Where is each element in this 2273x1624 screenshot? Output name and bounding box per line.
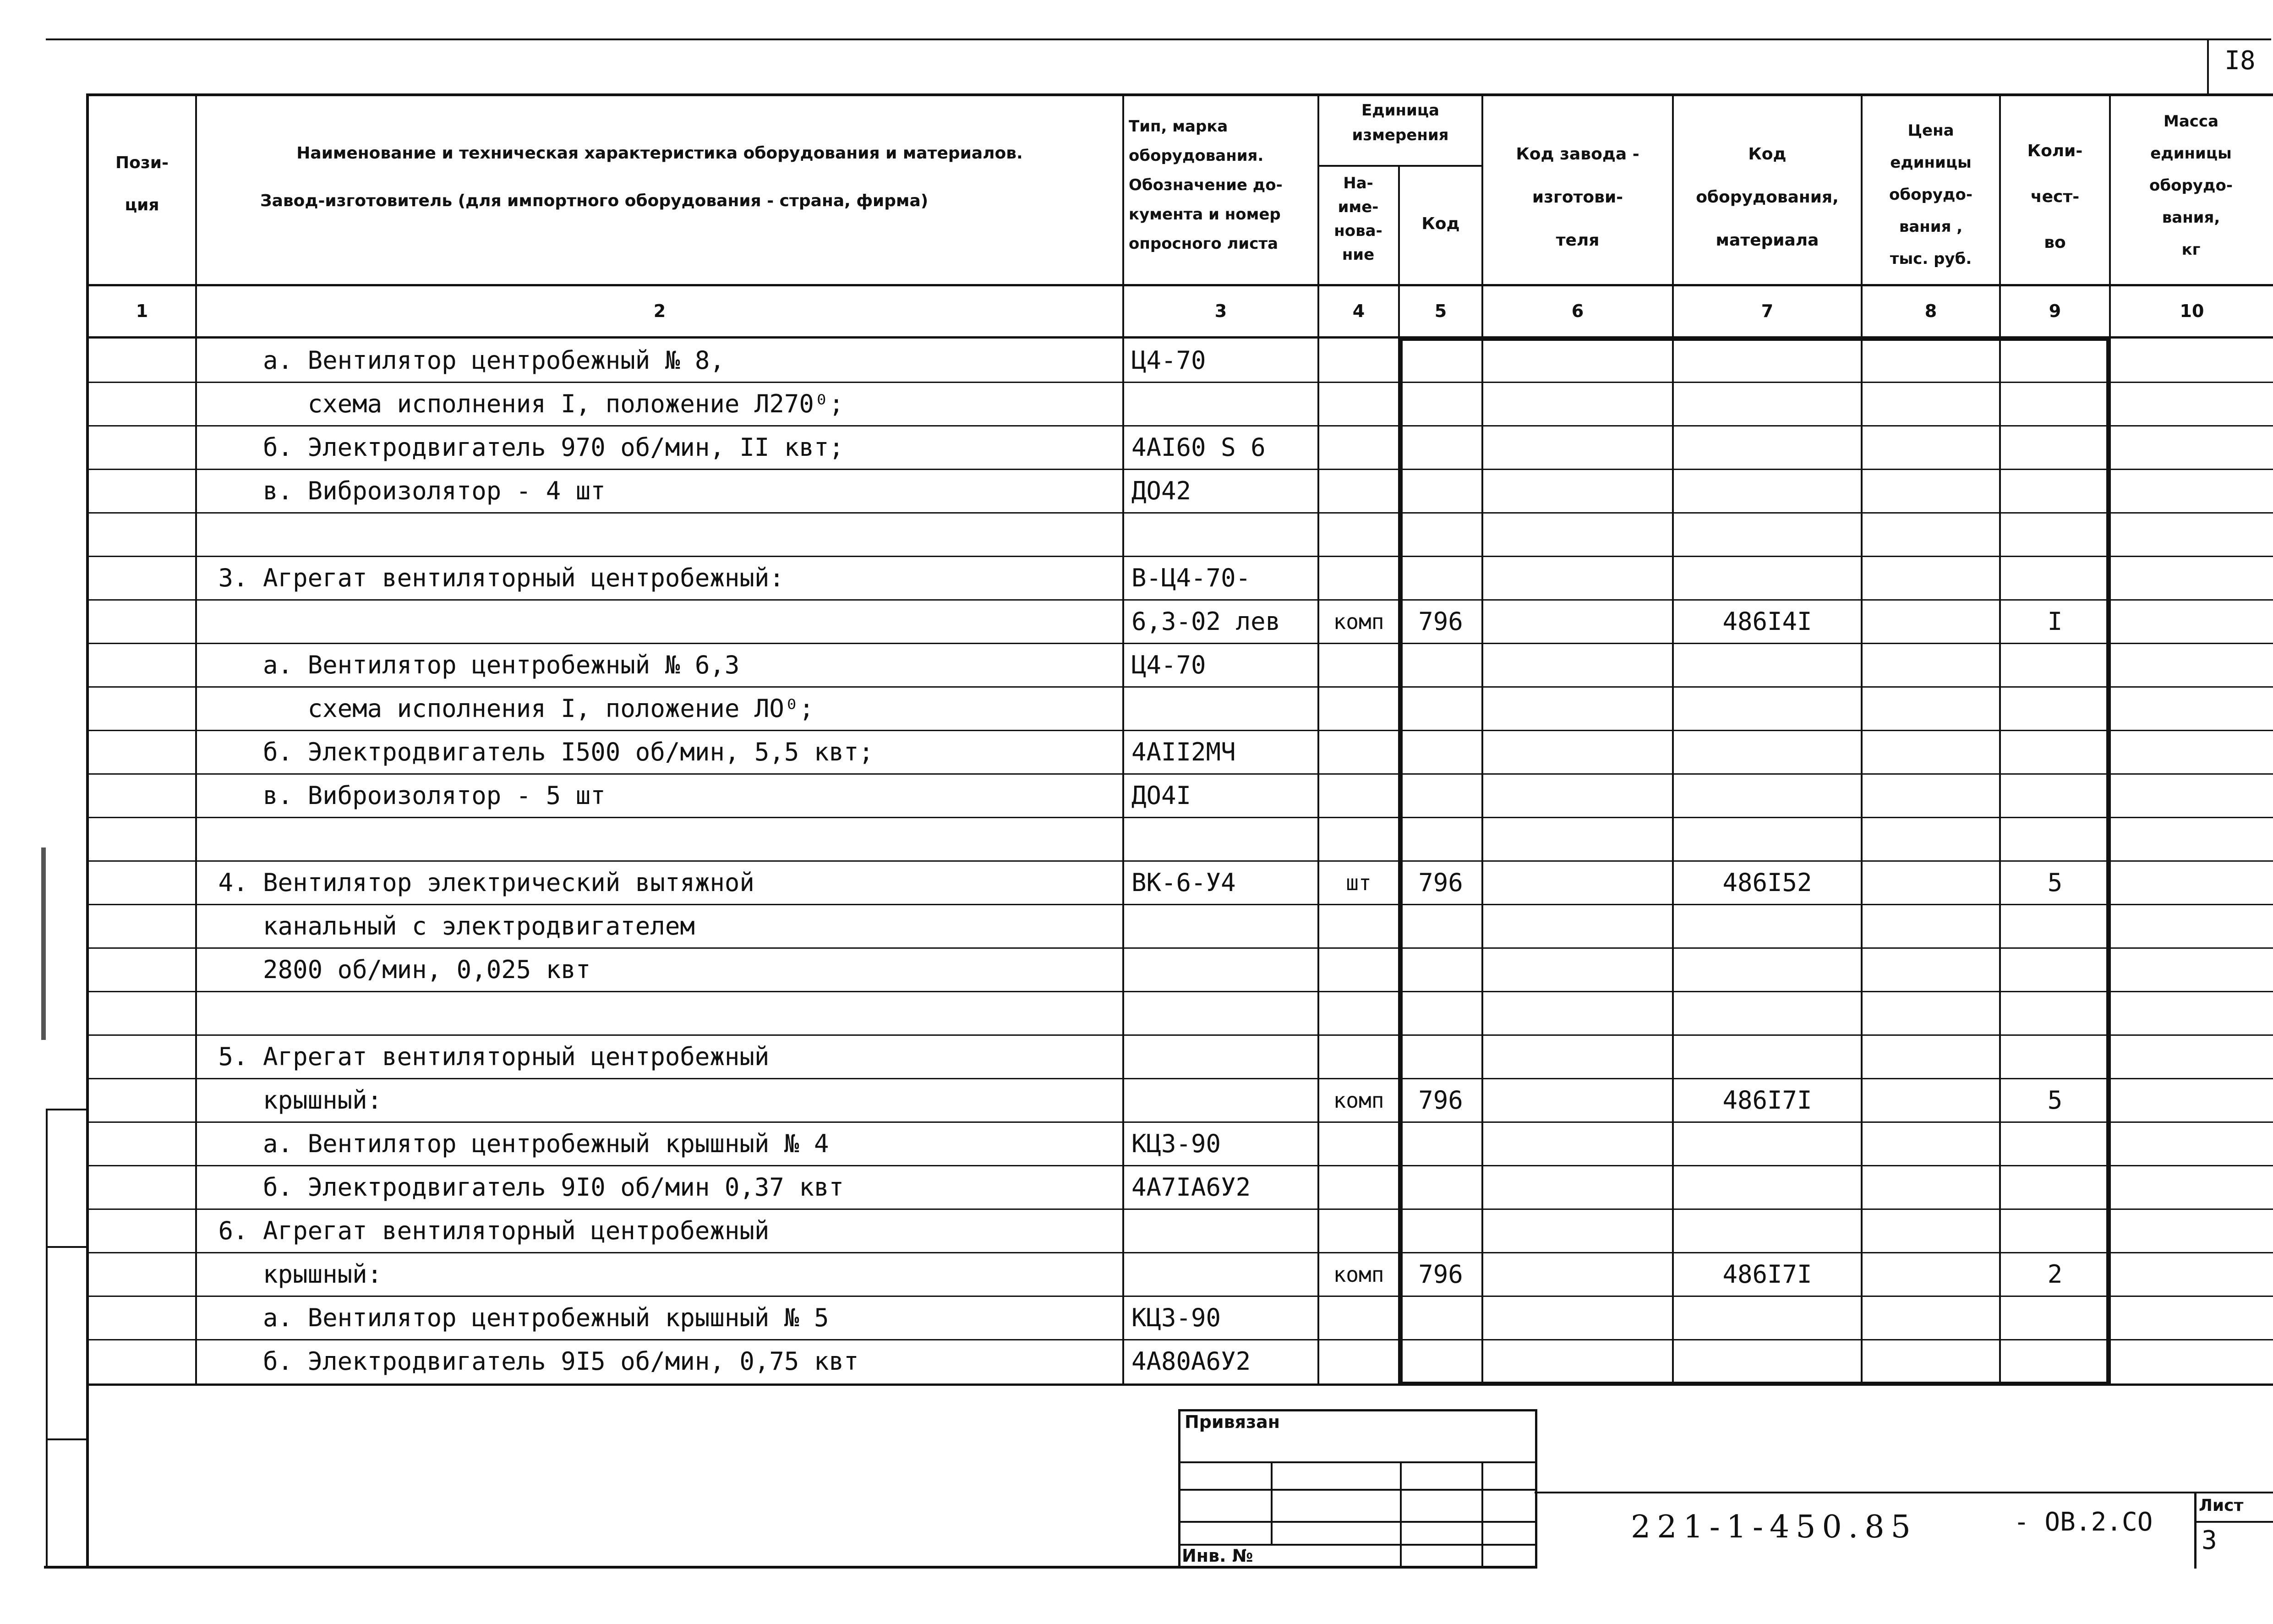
colnum-9: 9 bbox=[2049, 301, 2061, 321]
colnum-7: 7 bbox=[1761, 301, 1774, 321]
margin-box-top bbox=[46, 1109, 87, 1110]
row-type: ДО42 bbox=[1131, 476, 1191, 505]
row-unit-name: комп bbox=[1333, 609, 1384, 634]
row-name: 6. Агрегат вентиляторный центробежный bbox=[203, 1216, 770, 1245]
header-name-line2: Завод-изготовитель (для импортного оборудования - страна, фирма) bbox=[260, 191, 929, 210]
row-unit-code: 796 bbox=[1418, 868, 1463, 897]
row-name: схема исполнения I, положение ЛО⁰; bbox=[203, 694, 814, 723]
row-name: 3. Агрегат вентиляторный центробежный: bbox=[203, 563, 784, 592]
margin-mark bbox=[41, 848, 46, 1040]
table-top bbox=[86, 93, 2273, 96]
row-type: 4А80А6У2 bbox=[1131, 1347, 1251, 1376]
row-name: б. Электродвигатель I500 об/мин, 5,5 квт; bbox=[203, 738, 874, 766]
header-quantity: Коли- чест- во bbox=[2027, 142, 2083, 252]
sheet-label: Лист bbox=[2199, 1496, 2244, 1515]
row-name: а. Вентилятор центробежный крышный № 5 bbox=[203, 1303, 829, 1332]
row-type: ВК-6-У4 bbox=[1131, 868, 1236, 897]
stamp-h1 bbox=[1178, 1461, 1537, 1463]
header-unit-name: На- име- нова- ние bbox=[1334, 174, 1382, 264]
row-name: схема исполнения I, положение Л270⁰; bbox=[203, 389, 844, 418]
header-position: Пози- ция bbox=[115, 153, 169, 214]
corner-box-left bbox=[2207, 38, 2209, 95]
body-bottom bbox=[86, 1383, 2273, 1386]
stamp-v3 bbox=[1481, 1461, 1483, 1568]
row-name: б. Электродвигатель 9I5 об/мин, 0,75 квт bbox=[203, 1347, 859, 1376]
colnum-6: 6 bbox=[1571, 301, 1584, 321]
stamp-h3 bbox=[1178, 1521, 1537, 1523]
stamp-v1 bbox=[1271, 1461, 1273, 1544]
row-equip-code: 486I7I bbox=[1722, 1086, 1812, 1115]
row-type: 4АII2МЧ bbox=[1131, 738, 1236, 766]
row-divider bbox=[86, 991, 2273, 992]
colnum-10: 10 bbox=[2180, 301, 2204, 321]
stamp-v2 bbox=[1400, 1461, 1402, 1568]
row-type: В-Ц4-70- bbox=[1131, 563, 1251, 592]
colnum-5: 5 bbox=[1434, 301, 1447, 321]
row-name: б. Электродвигатель 9I0 об/мин 0,37 квт bbox=[203, 1173, 844, 1202]
row-equip-code: 486I7I bbox=[1722, 1260, 1812, 1289]
row-unit-name: комп bbox=[1333, 1088, 1384, 1113]
row-unit-name: комп bbox=[1333, 1262, 1384, 1287]
row-unit-code: 796 bbox=[1418, 607, 1463, 636]
header-price: Цена единицы оборудо- вания , тыс. руб. bbox=[1889, 121, 1972, 268]
document-suffix: - ОВ.2.СО bbox=[2014, 1507, 2153, 1537]
colnum-4: 4 bbox=[1352, 301, 1365, 321]
row-name: 4. Вентилятор электрический вытяжной bbox=[203, 868, 754, 897]
row-equip-code: 486I4I bbox=[1722, 607, 1812, 636]
row-name: в. Виброизолятор - 4 шт bbox=[203, 476, 606, 505]
stamp-h2 bbox=[1178, 1489, 1537, 1491]
row-quantity: I bbox=[2047, 607, 2063, 636]
row-type: 6,3-02 лев bbox=[1131, 607, 1281, 636]
inv-label: Инв. № bbox=[1182, 1546, 1253, 1566]
header-unit-group: Единица измерения bbox=[1352, 101, 1449, 144]
header-name-line1: Наименование и техническая характеристика оборудования и материалов. bbox=[296, 144, 1023, 163]
row-name: в. Виброизолятор - 5 шт bbox=[203, 781, 606, 810]
row-name: крышный: bbox=[203, 1260, 382, 1289]
attached-label: Привязан bbox=[1185, 1412, 1280, 1432]
margin-box-mid bbox=[46, 1246, 87, 1248]
colnum-3: 3 bbox=[1214, 301, 1227, 321]
row-type: КЦЗ-90 bbox=[1131, 1129, 1221, 1158]
title-block-top bbox=[1535, 1492, 2273, 1493]
row-name: а. Вентилятор центробежный крышный № 4 bbox=[203, 1129, 829, 1158]
header-type: Тип, марка оборудования. Обозначение до- кумента и номер опросного листа bbox=[1129, 117, 1283, 253]
row-name: б. Электродвигатель 970 об/мин, II квт; bbox=[203, 433, 844, 462]
row-name: канальный с электродвигателем bbox=[203, 912, 695, 940]
row-quantity: 2 bbox=[2047, 1260, 2063, 1289]
row-type: Ц4-70 bbox=[1131, 651, 1206, 679]
sheet-number: 3 bbox=[2202, 1526, 2217, 1555]
header-factory-code: Код завода - изготови- теля bbox=[1516, 145, 1639, 250]
row-name: 2800 об/мин, 0,025 квт bbox=[203, 955, 591, 984]
row-divider bbox=[86, 817, 2273, 818]
sheet-box-divider bbox=[2194, 1521, 2273, 1523]
row-quantity: 5 bbox=[2047, 868, 2063, 897]
row-type: КЦЗ-90 bbox=[1131, 1303, 1221, 1332]
row-type: 4АI60 S 6 bbox=[1131, 433, 1266, 462]
row-unit-code: 796 bbox=[1418, 1260, 1463, 1289]
row-type: ДО4I bbox=[1131, 781, 1191, 810]
row-name: 5. Агрегат вентиляторный центробежный bbox=[203, 1042, 770, 1071]
colnum-8: 8 bbox=[1924, 301, 1937, 321]
row-quantity: 5 bbox=[2047, 1086, 2063, 1115]
header-mass: Масса единицы оборудо- вания, кг bbox=[2149, 112, 2233, 259]
top-rule bbox=[46, 38, 2271, 40]
document-number: 221-1-450.85 bbox=[1631, 1509, 1917, 1545]
row-divider bbox=[86, 512, 2273, 514]
margin-box-low bbox=[46, 1438, 87, 1440]
row-name: а. Вентилятор центробежный № 8, bbox=[203, 346, 725, 375]
row-equip-code: 486I52 bbox=[1722, 868, 1812, 897]
row-unit-name: шт bbox=[1346, 870, 1371, 895]
row-type: Ц4-70 bbox=[1131, 346, 1206, 375]
colnum-1: 1 bbox=[136, 301, 148, 321]
table-left bbox=[86, 93, 89, 1569]
row-name: а. Вентилятор центробежный № 6,3 bbox=[203, 651, 740, 679]
header-equip-code: Код оборудования, материала bbox=[1696, 145, 1839, 250]
row-type: 4А7IА6У2 bbox=[1131, 1173, 1251, 1202]
colnum-2: 2 bbox=[653, 301, 666, 321]
margin-box-left bbox=[46, 1109, 48, 1567]
row-name: крышный: bbox=[203, 1086, 382, 1115]
sheet-corner-number: I8 bbox=[2224, 46, 2256, 76]
header-unit-code: Код bbox=[1421, 214, 1460, 233]
row-unit-code: 796 bbox=[1418, 1086, 1463, 1115]
